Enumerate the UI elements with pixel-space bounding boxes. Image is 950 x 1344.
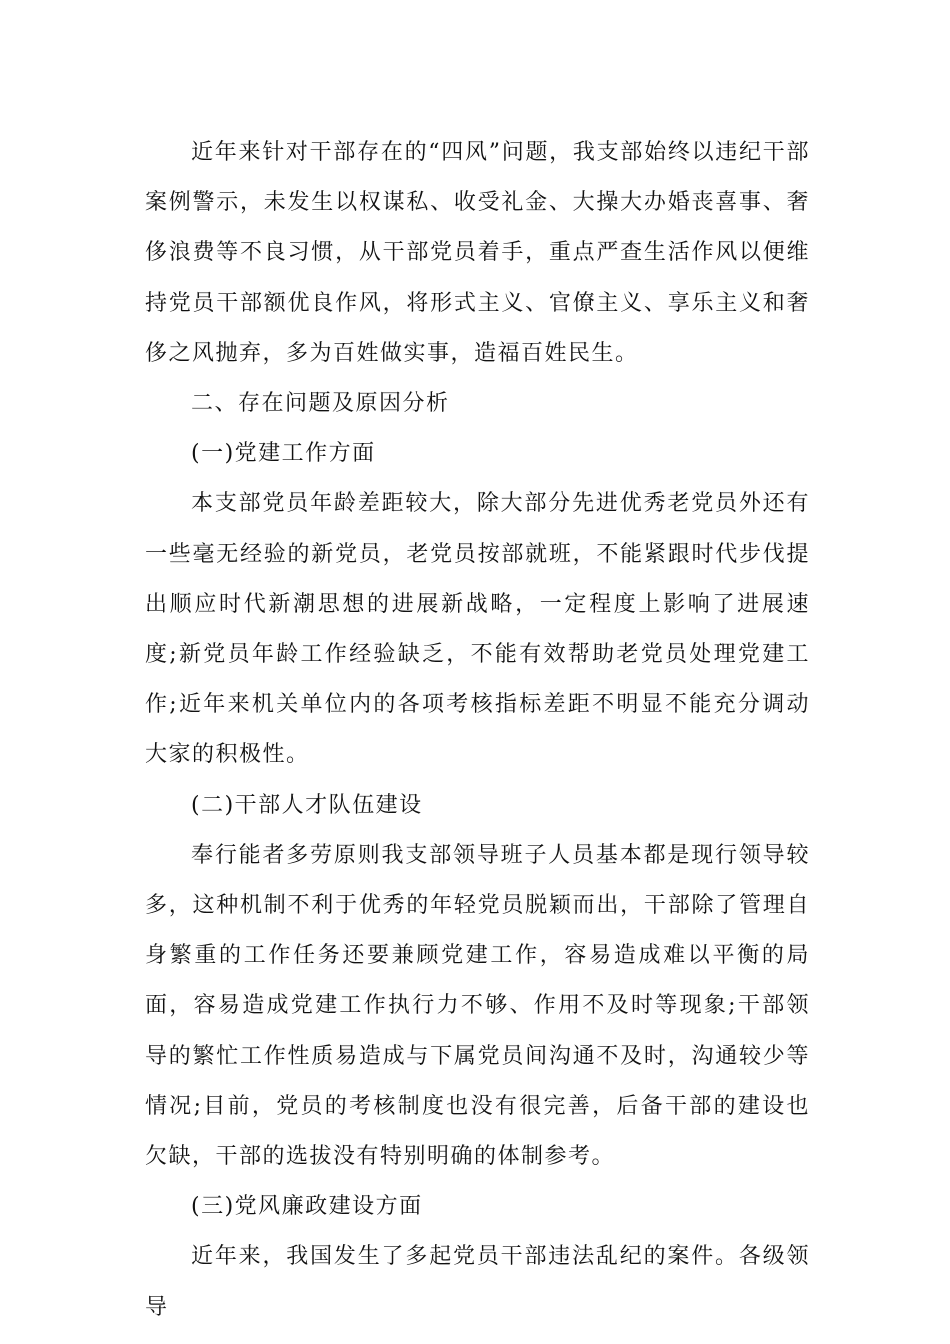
paragraph-party-building: 本支部党员年龄差距较大，除大部分先进优秀老党员外还有一些毫无经验的新党员，老党员按部就班，不能紧跟时代步伐提出顺应时代新潮思想的进展新战略，一定程度上影响了进展速度;新党员年龄工作经验缺乏，不能有效帮助老党员处理党建工作;近年来机关单位内的各项考核指标差距不明显不能充分调动大家的积极性。 (145, 491, 810, 768)
paragraph-cadre-talent: 奉行能者多劳原则我支部领导班子人员基本都是现行领导较多，这种机制不利于优秀的年轻党员脱颖而出，干部除了管理自身繁重的工作任务还要兼顾党建工作，容易造成难以平衡的局面，容易造成党建工作执行力不够、作用不及时等现象;干部领导的繁忙工作性质易造成与下属党员间沟通不及时，沟通较少等情况;目前，党员的考核制度也没有很完善，后备干部的建设也欠缺，干部的选拔没有特别明确的体制参考。 (145, 842, 810, 1170)
subheading-party-building: (一)党建工作方面 (191, 441, 376, 467)
subheading-integrity: (三)党风廉政建设方面 (191, 1194, 423, 1220)
document-body (145, 128, 810, 1333)
section-heading-problems-analysis: 二、存在问题及原因分析 (191, 391, 450, 417)
paragraph-integrity: 近年来，我国发生了多起党员干部违法乱纪的案件。各级领导 (145, 1244, 810, 1320)
subheading-cadre-talent: (二)干部人才队伍建设 (191, 792, 423, 818)
paragraph-four-winds: 近年来针对干部存在的“四风”问题，我支部始终以违纪干部案例警示，未发生以权谋私、收受礼金、大操大办婚丧喜事、奢侈浪费等不良习惯，从干部党员着手，重点严查生活作风以便维持党员干部额优良作风，将形式主义、官僚主义、享乐主义和奢侈之风抛弃，多为百姓做实事，造福百姓民生。 (145, 140, 810, 366)
